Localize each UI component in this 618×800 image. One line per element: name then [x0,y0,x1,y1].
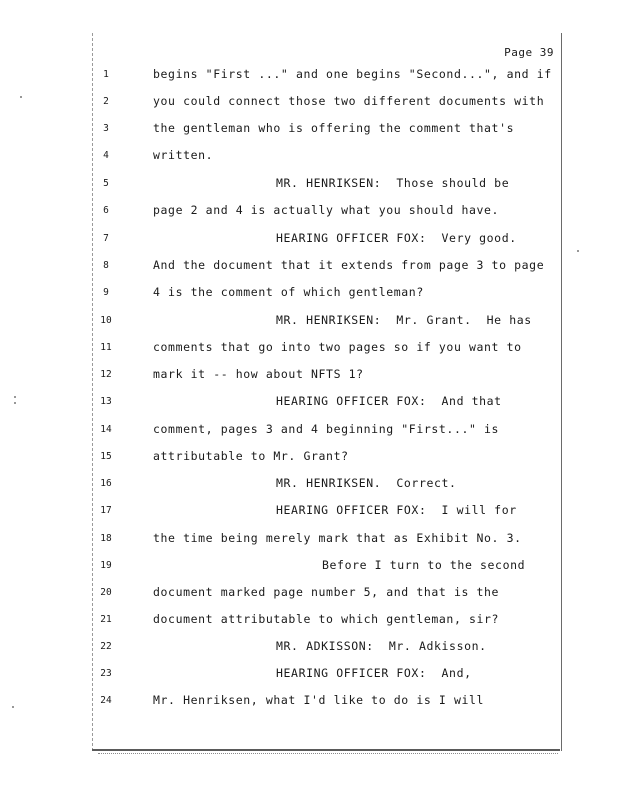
line-number: 23 [100,668,112,679]
line-text: HEARING OFFICER FOX: And that [276,394,502,408]
line-text: mark it -- how about NFTS 1? [153,367,364,381]
line-text: Before I turn to the second [322,558,526,572]
line-number: 6 [103,205,109,216]
line-text: page 2 and 4 is actually what you should have. [153,203,500,217]
transcript-line [0,531,618,551]
line-text: HEARING OFFICER FOX: Very good. [276,231,517,245]
line-text: HEARING OFFICER FOX: I will for [276,503,517,517]
transcript-line [0,121,618,141]
line-text: begins "First ..." and one begins "Second...", and if [153,67,552,81]
line-number: 16 [100,478,112,489]
transcript-line [0,612,618,632]
transcript-line [0,422,618,442]
transcript-line [0,367,618,387]
line-number: 18 [100,533,112,544]
page-bottom-rule [92,749,560,751]
transcript-line [0,558,618,578]
transcript-line [0,476,618,496]
page-number: Page 39 [504,46,554,59]
transcript-line [0,693,618,713]
line-text: the time being merely mark that as Exhibit No. 3. [153,531,522,545]
line-number: 8 [103,260,109,271]
line-number: 11 [100,342,112,353]
line-text: attributable to Mr. Grant? [153,449,349,463]
line-text: 4 is the comment of which gentleman? [153,285,424,299]
transcript-line [0,231,618,251]
line-text: comments that go into two pages so if you want to [153,340,522,354]
line-number: 4 [103,150,109,161]
line-number: 7 [103,233,109,244]
transcript-line [0,449,618,469]
line-number: 9 [103,287,109,298]
line-number: 22 [100,641,112,652]
transcript-line [0,258,618,278]
line-number: 12 [100,369,112,380]
line-text: you could connect those two different documents with [153,94,545,108]
line-number: 10 [100,315,112,326]
line-text: Mr. Henriksen, what I'd like to do is I will [153,693,485,707]
line-number: 20 [100,587,112,598]
transcript-line [0,94,618,114]
line-number: 15 [100,451,112,462]
page-bottom-rule-secondary [98,753,558,754]
line-number: 3 [103,123,109,134]
transcript-line [0,639,618,659]
line-text: document attributable to which gentleman, sir? [153,612,500,626]
line-text: MR. HENRIKSEN. Correct. [276,476,457,490]
transcript-line [0,285,618,305]
transcript-line [0,394,618,414]
transcript-line [0,148,618,168]
transcript-line [0,340,618,360]
line-text: MR. HENRIKSEN: Mr. Grant. He has [276,313,532,327]
line-text: MR. HENRIKSEN: Those should be [276,176,510,190]
line-number: 19 [100,560,112,571]
transcript-line [0,176,618,196]
line-number: 2 [103,96,109,107]
line-number: 13 [100,396,112,407]
line-number: 5 [103,178,109,189]
line-text: And the document that it extends from page 3 to page [153,258,545,272]
transcript-line [0,503,618,523]
line-text: comment, pages 3 and 4 beginning "First..." is [153,422,500,436]
line-number: 1 [103,69,109,80]
line-text: document marked page number 5, and that is the [153,585,500,599]
line-number: 24 [100,695,112,706]
transcript-line [0,666,618,686]
line-text: written. [153,148,214,162]
line-number: 14 [100,424,112,435]
line-text: MR. ADKISSON: Mr. Adkisson. [276,639,487,653]
transcript-line [0,67,618,87]
line-number: 21 [100,614,112,625]
transcript-line [0,313,618,333]
line-number: 17 [100,505,112,516]
transcript-line [0,203,618,223]
transcript-line [0,585,618,605]
line-text: HEARING OFFICER FOX: And, [276,666,472,680]
line-text: the gentleman who is offering the comment that's [153,121,515,135]
